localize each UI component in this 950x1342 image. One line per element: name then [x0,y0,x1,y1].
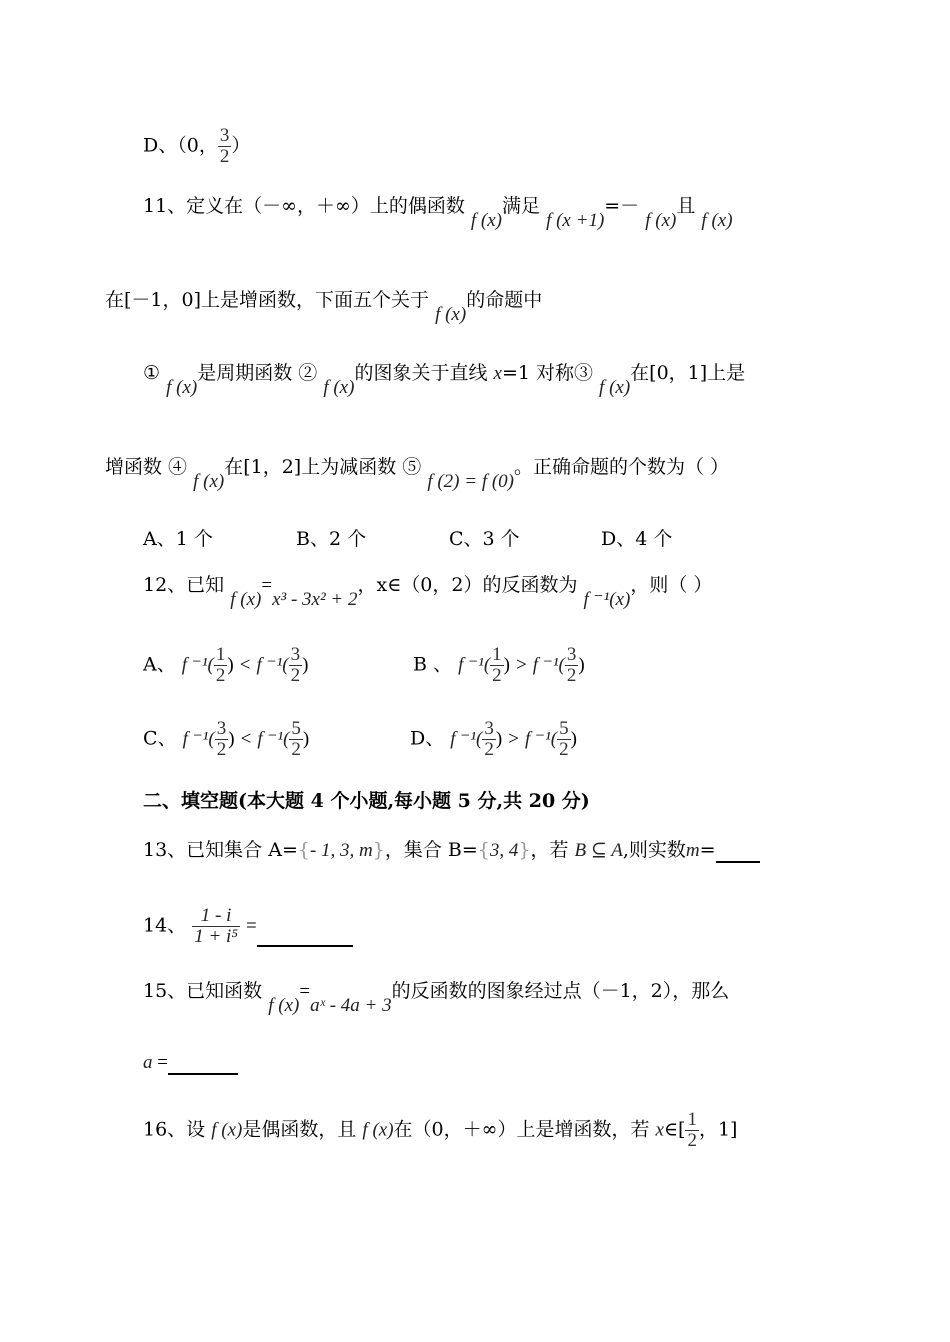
q15-stem [143,979,730,1016]
q11-claim-1-marker: ① [143,362,161,384]
q12-option-label: A、 [143,653,176,676]
q11-option-c: C、3 个 [449,528,520,550]
brace-close: } [372,839,385,861]
q14-text: 14、 [143,914,187,937]
q12-option-label: D、 [410,727,445,750]
math-lt: < [239,654,251,676]
q13-text: ，集合 B= [384,839,478,861]
q10-optd-suffix: ） [231,134,251,157]
q16-text: 是偶函数，且 [242,1118,357,1141]
q11-text: =1 对称③ [501,362,593,384]
math-fx: f (x) [166,377,198,398]
answer-blank[interactable] [168,1055,238,1075]
fraction-denominator: 2 [216,739,227,760]
fraction-numerator: 3 [219,125,230,146]
math-paren: ) [302,728,310,750]
fraction-denominator: 2 [687,1130,697,1151]
math-paren: ) [495,728,503,750]
q12-text: ，则（ ） [630,574,713,596]
q11-line-1 [143,194,733,231]
q13-text: 13、已知集合 A= [143,839,298,861]
math-paren: ) [503,654,510,676]
fraction-numerator: 1 [492,644,502,665]
q14-stem [143,906,353,947]
q11-option-b: B、2 个 [296,528,367,550]
math-x: x [493,363,502,384]
q13-text: ，若 [530,839,569,861]
math-fx: f (x) [211,1119,243,1141]
q11-text: 的图象关于直线 [354,362,488,384]
q12-option-b [413,645,585,686]
math-f2-eq-f0: f (2) = f (0) [427,471,514,492]
math-a: a [143,1052,153,1073]
math-eq: = [246,915,257,937]
q11-text: 是周期函数 ② [197,362,318,384]
brace-close: } [518,839,531,861]
fraction-denominator: 2 [484,739,494,760]
fraction-numerator: 3 [484,718,494,739]
fraction-denominator: 2 [219,146,230,167]
math-fraction [289,719,303,760]
answer-blank[interactable] [716,843,760,863]
q11-text: 在[1，2]上为减函数 ⑤ [224,456,422,478]
math-paren: ) [578,654,585,676]
math-fx-plus-1: f (x +1) [546,210,605,231]
q16-stem [143,1110,737,1151]
math-finv: f ⁻¹( [458,654,491,676]
math-finv: f ⁻¹( [181,654,214,676]
math-fraction [685,1110,699,1151]
math-gt: > [508,728,519,750]
math-lt: < [240,728,252,750]
q12-option-label: B 、 [413,653,453,676]
q13-text: = [699,839,716,861]
fraction-numerator: 1 [687,1109,697,1130]
q11-text: 在[－1，0]上是增函数，下面五个关于 [105,289,430,311]
q12-option-a [143,645,308,686]
math-fx: f (x) [470,210,503,231]
math-fx: f (x) [230,589,262,610]
q15-text: 15、已知函数 [143,980,263,1002]
q13-stem [143,838,760,863]
math-fx: f (x) [435,304,467,325]
math-fraction [482,719,496,760]
fraction-numerator: 5 [291,718,301,739]
q12-option-d [410,719,577,760]
math-eq: = [299,981,311,1002]
math-paren: ) [302,654,309,676]
math-subset: B ⊆ A [574,840,623,861]
math-gt: > [516,654,527,676]
q16-text: ∈[ [663,1118,686,1141]
q16-text: 16、设 [143,1118,206,1141]
math-fx: f (x) [362,1119,394,1141]
q11-line-4 [105,455,730,492]
fraction-denominator: 2 [215,665,226,686]
math-fx: f (x) [599,377,631,398]
math-fx: f (x) [268,995,300,1016]
math-fraction [214,645,228,686]
fraction-numerator: 3 [566,644,577,665]
q11-option-a: A、1 个 [143,528,213,550]
fraction-numerator: 1 [215,644,226,665]
math-cubic-expression: x³ - 3x² + 2 [272,589,358,610]
fraction-denominator: 2 [492,665,502,686]
math-fraction [557,719,571,760]
q11-text: 满足 [502,195,541,217]
q11-text: 11、定义在（－∞，＋∞）上的偶函数 [143,195,465,217]
q15-answer-line [143,1050,238,1075]
brace-open: { [297,839,310,861]
math-m: m [685,840,700,861]
math-exp-expression: aˣ - 4a + 3 [310,995,392,1016]
q16-text: ，1] [698,1118,738,1141]
q12-option-c [143,719,309,760]
q10-optd-prefix: D、（0， [143,134,218,157]
q11-text: 。正确命题的个数为（ ） [514,456,730,478]
fraction-numerator: 3 [290,644,301,665]
math-fraction [490,645,504,686]
math-finv: f ⁻¹( [256,654,289,676]
math-fx: f (x) [701,210,733,231]
q11-text: 且 [676,195,696,217]
q11-text: 增函数 ④ [105,456,188,478]
fraction-numerator: 1 - i [192,906,240,927]
math-fx: f (x) [323,377,355,398]
math-fraction [192,906,240,947]
q11-text: 在[0，1]上是 [630,362,746,384]
section-2-title: 二、填空题(本大题 4 个小题,每小题 5 分,共 20 分) [143,790,590,812]
math-finv: f ⁻¹( [525,728,558,750]
fraction-denominator: 2 [291,739,301,760]
q13-text: ,则实数 [622,839,686,861]
math-finv: f ⁻¹( [450,728,483,750]
q12-stem [143,573,713,610]
math-eq: = [261,575,273,596]
q11-line-2 [105,288,543,325]
q11-text: =－ [604,195,640,217]
math-finv: f ⁻¹( [532,654,565,676]
fraction-denominator: 2 [566,665,577,686]
math-finv: f ⁻¹( [257,728,290,750]
q12-text: ，x∈（0，2）的反函数为 [357,574,578,596]
fraction-numerator: 5 [559,718,569,739]
fraction-denominator: 2 [290,665,301,686]
brace-open: { [477,839,490,861]
math-finv: f ⁻¹( [182,728,215,750]
q11-line-3 [143,361,746,398]
math-set-a: - 1, 3, m [309,840,373,861]
math-eq: = [152,1052,168,1073]
math-fraction [289,645,303,686]
math-paren: ) [228,728,235,750]
answer-blank[interactable] [257,927,353,947]
q12-text: 12、已知 [143,574,225,596]
math-paren: ) [227,654,234,676]
q15-text: 的反函数的图象经过点（－1，2），那么 [391,980,730,1002]
q11-option-d: D、4 个 [601,528,673,550]
math-fx: f (x) [645,210,677,231]
math-paren: ) [570,728,577,750]
q10-option-d [143,126,250,167]
q11-text: 的命题中 [466,289,543,311]
math-finv: f ⁻¹(x) [583,589,631,610]
math-x: x [655,1119,664,1141]
math-fraction [215,719,229,760]
math-fx: f (x) [193,471,225,492]
q16-text: 在（0，＋∞）上是增函数，若 [393,1118,650,1141]
fraction-numerator: 3 [216,718,227,739]
math-fraction [565,645,579,686]
fraction-denominator: 1 + i⁵ [194,926,238,947]
q12-option-label: C、 [143,727,177,750]
q10-optd-fraction [218,126,232,167]
fraction-denominator: 2 [559,739,569,760]
math-set-b: 3, 4 [489,840,519,861]
